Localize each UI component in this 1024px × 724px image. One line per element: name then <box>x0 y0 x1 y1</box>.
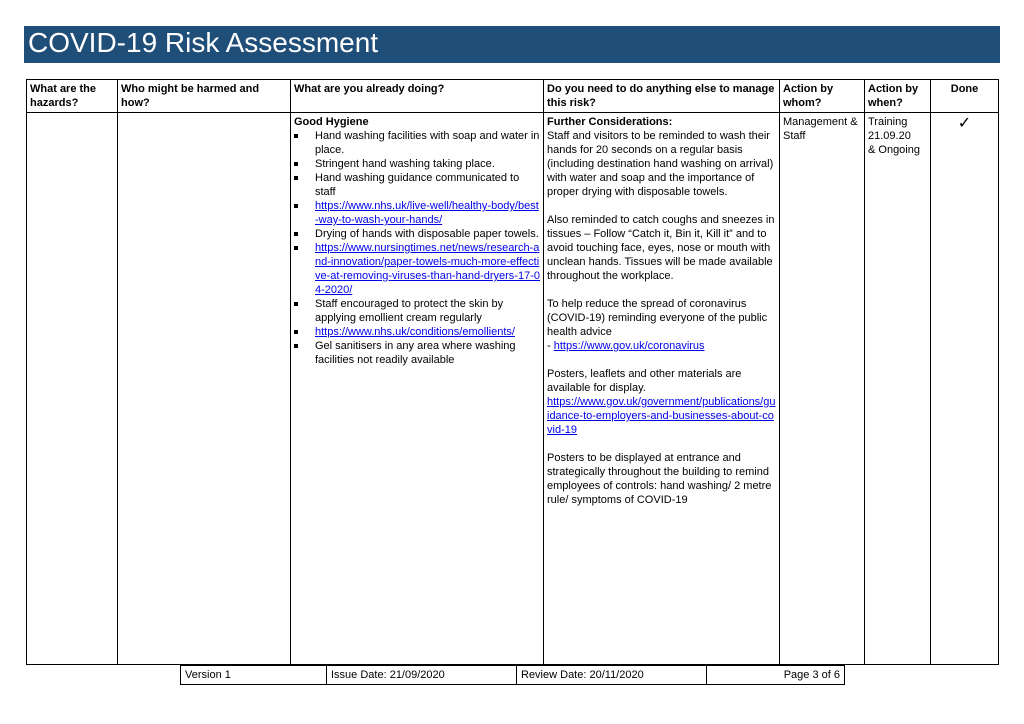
title-bar <box>24 26 1000 63</box>
list-item <box>294 227 540 241</box>
list-item <box>294 171 540 199</box>
list-item <box>294 339 540 367</box>
cell-whom: Management & Staff <box>780 113 865 665</box>
else-paragraph-3-text: To help reduce the spread of coronavirus (COVID-19) reminding everyone of the public health advice <box>547 298 768 338</box>
list-item <box>294 199 540 227</box>
header-when: Action by when? <box>865 80 931 113</box>
resource-link[interactable]: https://www.nhs.uk/conditions/emollients/ <box>315 326 515 338</box>
resource-link[interactable]: https://www.nursingtimes.net/news/research-and-innovation/paper-towels-much-more-effective-at-removing-viruses-than-hand-dryers-17-04-2020/ <box>315 242 540 296</box>
cell-hazards <box>27 113 118 665</box>
doing-heading: Good Hygiene <box>294 116 369 128</box>
else-paragraph-2: Also reminded to catch coughs and sneezes in tissues – Follow “Catch it, Bin it, Kill it” and to avoid touching face, eyes, nose or mouth with unclean hands. Tissues will be made available throughout the workplace. <box>547 214 775 282</box>
header-doing: What are you already doing? <box>291 80 544 113</box>
list-item-text: Gel sanitisers in any area where washing facilities not readily available <box>315 340 516 366</box>
when-line-1: Training 21.09.20 <box>868 116 911 142</box>
table-row <box>27 113 999 665</box>
header-who: Who might be harmed and how? <box>118 80 291 113</box>
else-paragraph-4-text: Posters, leaflets and other materials are available for display. <box>547 368 742 394</box>
cell-when <box>865 113 931 665</box>
list-item-text: Hand washing facilities with soap and water in place. <box>315 130 540 156</box>
footer-row <box>181 666 845 685</box>
else-paragraph-1: Staff and visitors to be reminded to wash their hands for 20 seconds on a regular basis (including destination hand washing on arrival) with water and soap and the importance of proper drying with disposable towels. <box>547 130 774 198</box>
else-paragraph-3-prefix: - <box>547 340 554 352</box>
resource-link[interactable]: https://www.nhs.uk/live-well/healthy-body/best-way-to-wash-your-hands/ <box>315 200 539 226</box>
guidance-link[interactable]: https://www.gov.uk/government/publications/guidance-to-employers-and-businesses-about-covid-19 <box>547 396 776 436</box>
header-hazards: What are the hazards? <box>27 80 118 113</box>
else-paragraph-4 <box>547 367 776 437</box>
footer-review-date: Review Date: 20/11/2020 <box>517 666 707 685</box>
list-item <box>294 297 540 325</box>
cell-who <box>118 113 291 665</box>
list-item <box>294 129 540 157</box>
header-done: Done <box>931 80 999 113</box>
list-item-text: Drying of hands with disposable paper towels. <box>315 228 539 240</box>
list-item-text: Staff encouraged to protect the skin by applying emollient cream regularly <box>315 298 504 324</box>
header-row <box>27 80 999 113</box>
header-else: Do you need to do anything else to manage this risk? <box>544 80 780 113</box>
list-item <box>294 325 540 339</box>
footer-page: Page 3 of 6 <box>707 666 845 685</box>
else-heading: Further Considerations: <box>547 116 673 128</box>
list-item-text: Hand washing guidance communicated to staff <box>315 172 520 198</box>
check-icon: ✓ <box>957 115 972 132</box>
when-line-2: & Ongoing <box>868 144 920 156</box>
cell-else <box>544 113 780 665</box>
header-whom: Action by whom? <box>780 80 865 113</box>
cell-done <box>931 113 999 665</box>
list-item <box>294 157 540 171</box>
footer-table <box>180 665 845 685</box>
footer-issue-date: Issue Date: 21/09/2020 <box>327 666 517 685</box>
else-paragraph-5: Posters to be displayed at entrance and strategically throughout the building to remind employees of controls: hand washing/ 2 metre rule/ symptoms of COVID-19 <box>547 452 772 506</box>
else-paragraph-3 <box>547 297 776 353</box>
list-item <box>294 241 540 297</box>
footer-version: Version 1 <box>181 666 327 685</box>
page-title: COVID-19 Risk Assessment <box>28 27 379 58</box>
coronavirus-link[interactable]: https://www.gov.uk/coronavirus <box>553 340 705 352</box>
doing-list <box>294 129 540 367</box>
risk-assessment-table <box>26 79 999 665</box>
cell-doing <box>291 113 544 665</box>
list-item-text: Stringent hand washing taking place. <box>315 158 495 170</box>
